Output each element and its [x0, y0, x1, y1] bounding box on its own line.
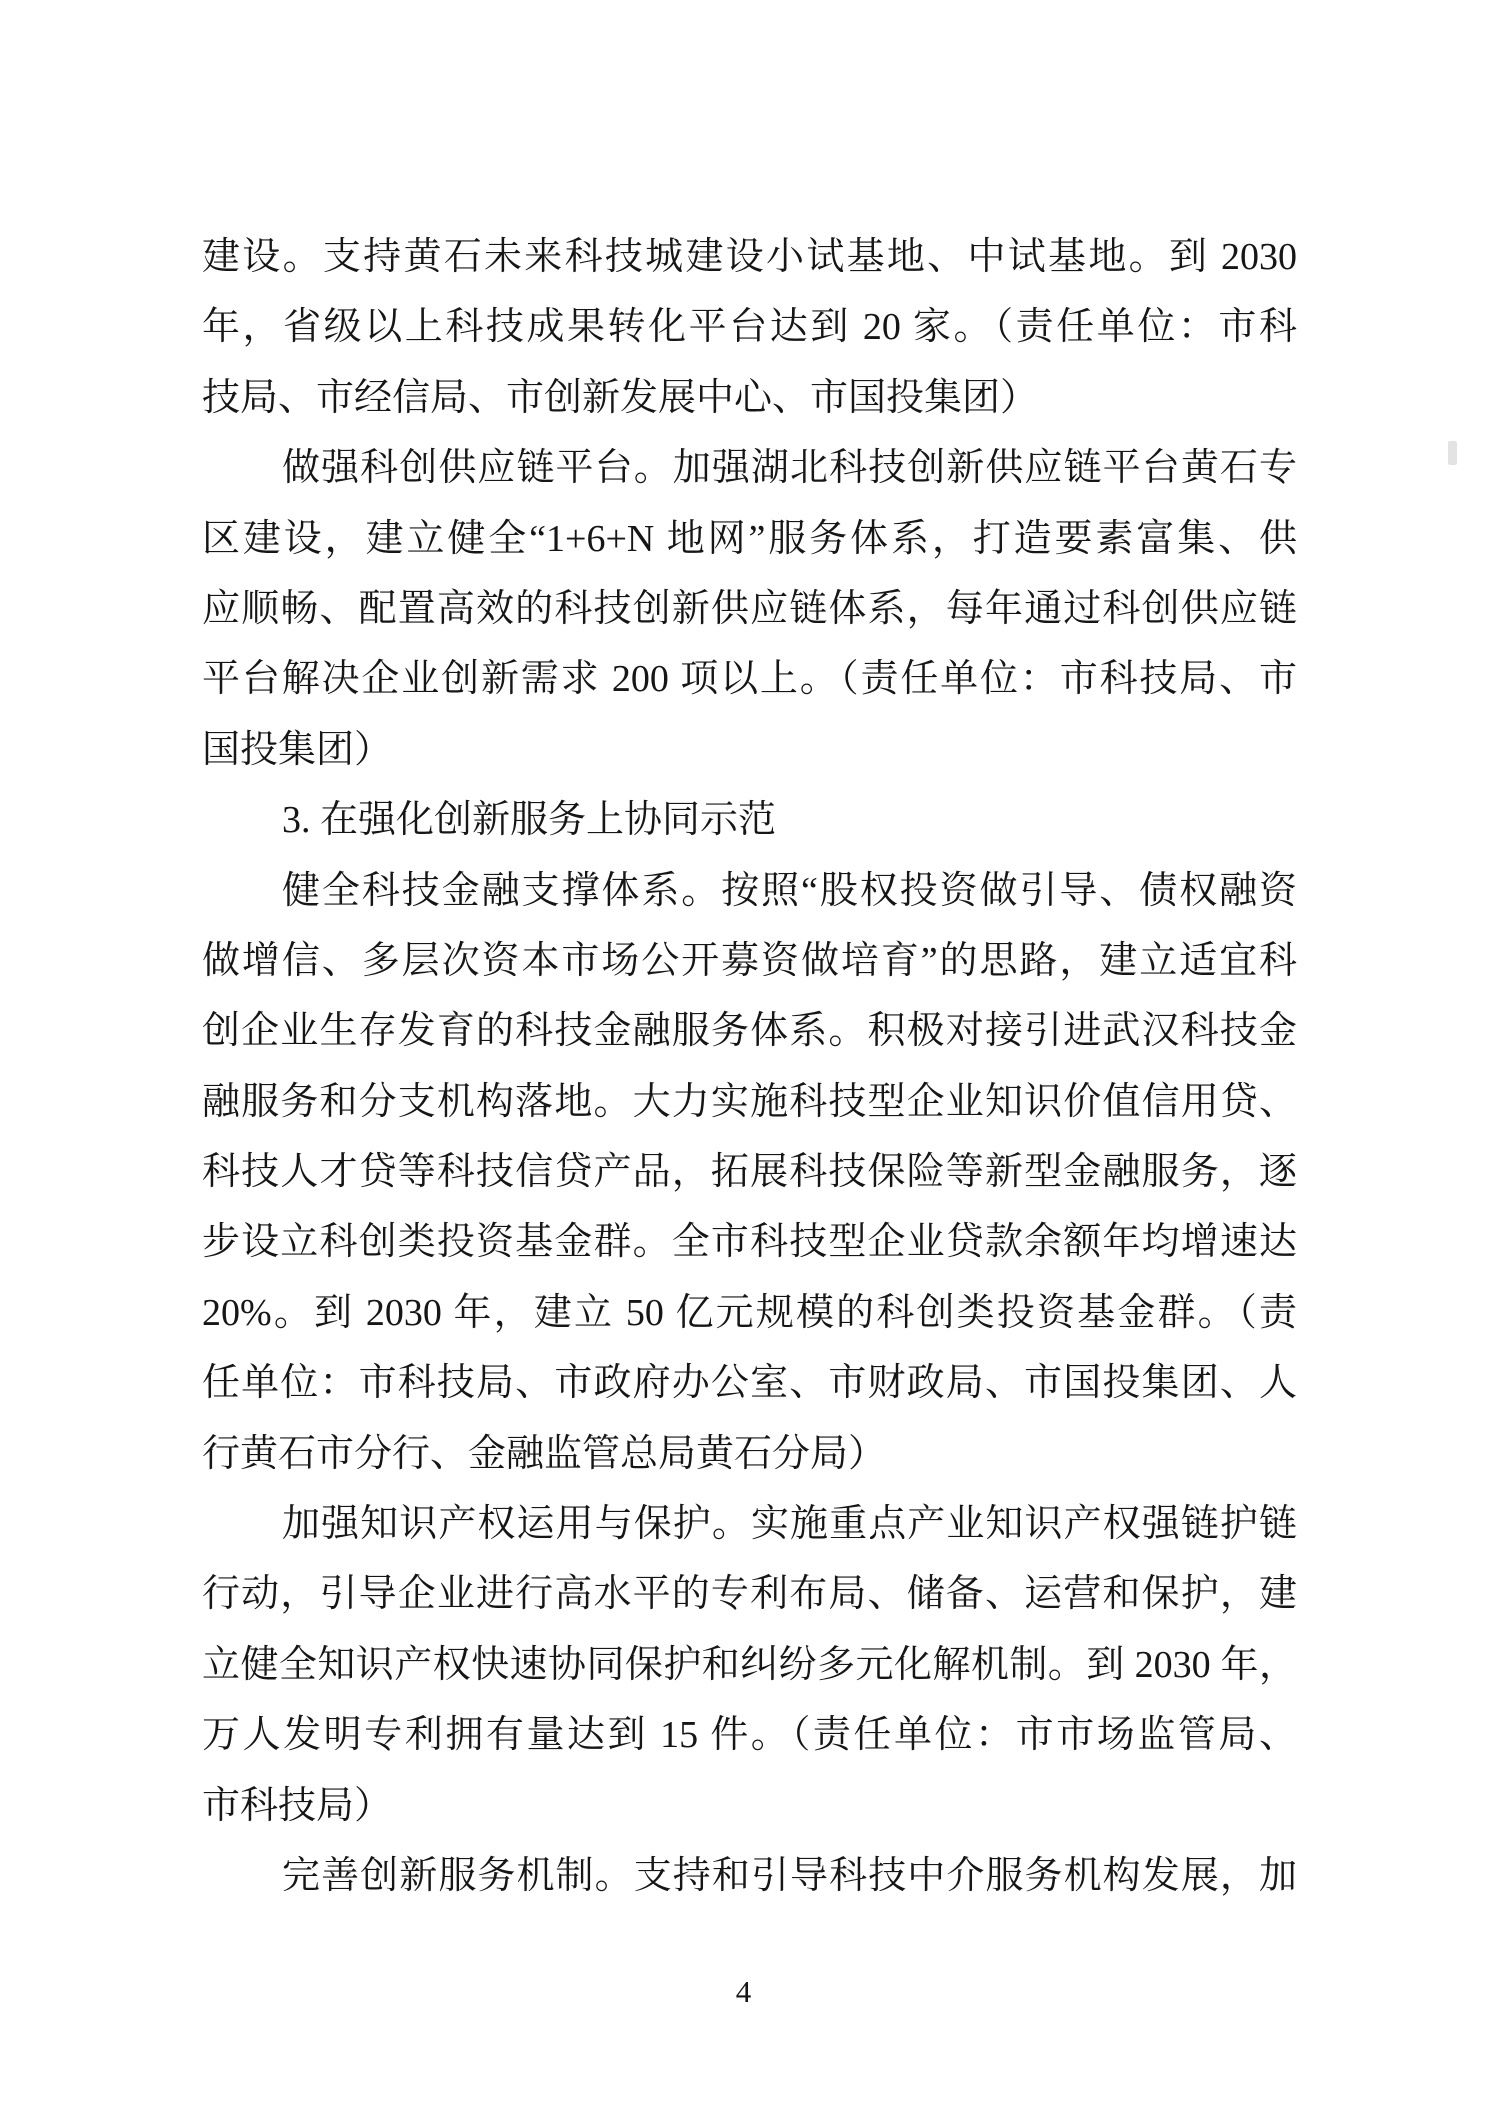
text-line: 国投集团）: [202, 728, 393, 771]
text-line: 万人发明专利拥有量达到 15 件。（责任单位：市市场监管局、: [202, 1714, 1297, 1757]
text-line: 完善创新服务机制。支持和引导科技中介服务机构发展，加: [282, 1854, 1297, 1897]
text-line: 做增信、多层次资本市场公开募资做培育”的思路，建立适宜科: [202, 939, 1297, 982]
text-line: 市科技局）: [202, 1784, 393, 1827]
text-line: 技局、市经信局、市创新发展中心、市国投集团）: [202, 376, 1039, 419]
text-line: 步设立科创类投资基金群。全市科技型企业贷款余额年均增速达: [202, 1221, 1297, 1264]
text-line: 立健全知识产权快速协同保护和纠纷多元化解机制。到 2030 年，: [202, 1643, 1297, 1686]
text-line: 行黄石市分行、金融监管总局黄石分局）: [202, 1432, 887, 1475]
page-footer: [0, 1972, 1487, 2012]
text-line: 应顺畅、配置高效的科技创新供应链体系，每年通过科创供应链: [202, 587, 1297, 630]
text-line: 科技人才贷等科技信贷产品，拓展科技保险等新型金融服务，逐: [202, 1151, 1297, 1194]
text-line: 任单位：市科技局、市政府办公室、市财政局、市国投集团、人: [202, 1362, 1297, 1405]
text-line: 健全科技金融支撑体系。按照“股权投资做引导、债权融资: [282, 869, 1297, 912]
text-line: 建设。支持黄石未来科技城建设小试基地、中试基地。到 2030: [202, 236, 1297, 278]
section-heading: 3. 在强化创新服务上协同示范: [282, 799, 777, 842]
text-line: 区建设，建立健全“1+6+N 地网”服务体系，打造要素富集、供: [202, 517, 1297, 560]
text-line: 创企业生存发育的科技金融服务体系。积极对接引进武汉科技金: [202, 1010, 1297, 1053]
text-line: 年，省级以上科技成果转化平台达到 20 家。（责任单位：市科: [202, 306, 1297, 349]
text-block: [202, 222, 1297, 1911]
text-line: 平台解决企业创新需求 200 项以上。（责任单位：市科技局、市: [202, 658, 1297, 701]
text-line: 行动，引导企业进行高水平的专利布局、储备、运营和保护，建: [202, 1573, 1297, 1616]
text-line: 做强科创供应链平台。加强湖北科技创新供应链平台黄石专: [282, 447, 1297, 490]
text-line: 20%。到 2030 年，建立 50 亿元规模的科创类投资基金群。（责: [202, 1291, 1297, 1334]
page-number: 4: [735, 1974, 752, 2009]
scan-artifact: [1448, 441, 1457, 465]
text-line: 加强知识产权运用与保护。实施重点产业知识产权强链护链: [282, 1503, 1297, 1546]
text-line: 融服务和分支机构落地。大力实施科技型企业知识价值信用贷、: [202, 1080, 1297, 1123]
